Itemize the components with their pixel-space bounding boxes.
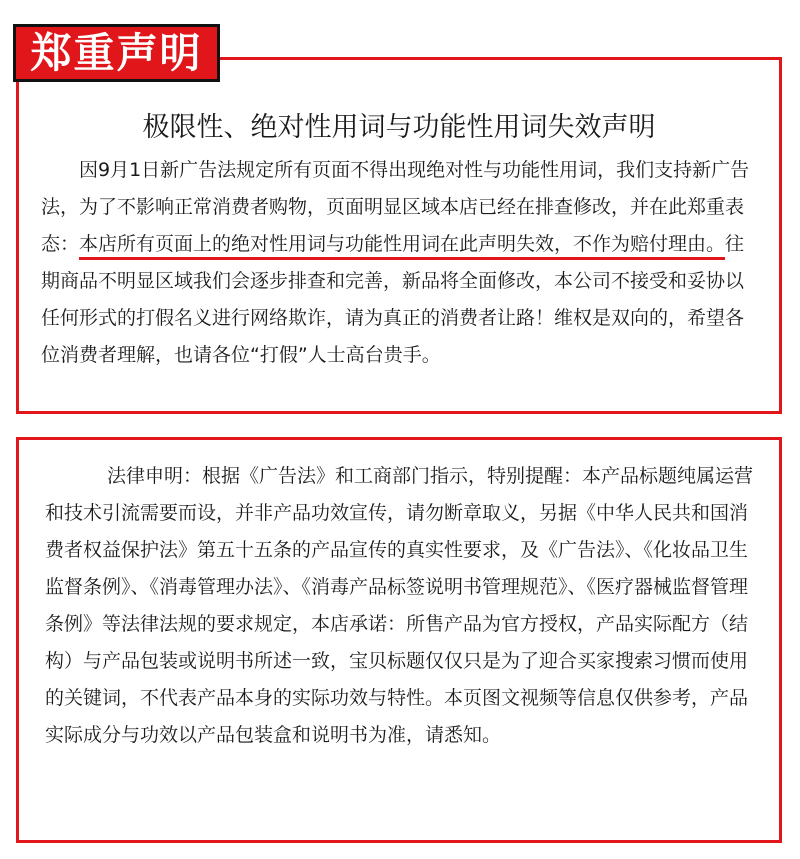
notice-text-after: 往期商品不明显区域我们会逐步排查和完善，新品将全面修改，本公司不接受和妥协以任何形式的打假名义进行网络欺诈，请为真正的消费者让路！维权是双向的，希望各位消费者理解，也请各位“打假”人士高台贵手。 xyxy=(41,233,745,366)
legal-box xyxy=(16,437,782,843)
notice-highlight: 本店所有页面上的绝对性用词与功能性用词在此声明失效，不作为赔付理由。 xyxy=(79,233,725,260)
notice-badge: 郑重声明 xyxy=(13,24,220,82)
legal-paragraph: 法律申明：根据《广告法》和工商部门指示，特别提醒：本产品标题纯属运营和技术引流需要而设，并非产品功效宣传，请勿断章取义，另据《中华人民共和国消费者权益保护法》第五十五条的产品宣传的真实性要求，及《广告法》、《化妆品卫生监督条例》、《消毒管理办法》、《消毒产品标签说明书管理规范》、《医疗器械监督管理条例》等法律法规的要求规定，本店承诺：所售产品为官方授权，产品实际配方（结构）与产品包装或说明书所述一致，宝贝标题仅仅只是为了迎合买家搜索习惯而使用的关键词，不代表产品本身的实际功效与特性。本页图文视频等信息仅供参考，产品实际成分与功效以产品包装盒和说明书为准，请悉知。 xyxy=(45,465,754,746)
notice-title: 极限性、绝对性用词与功能性用词失效声明 xyxy=(142,112,656,143)
notice-paragraph xyxy=(41,152,761,374)
notice-box xyxy=(16,57,782,414)
notice-text-before: 因9月1日新广告法规定所有页面不得出现绝对性与功能性用词，我们支持新广告法，为了不影响正常消费者购物，页面明显区域本店已经在排查修改，并在此郑重表态： xyxy=(41,159,750,255)
